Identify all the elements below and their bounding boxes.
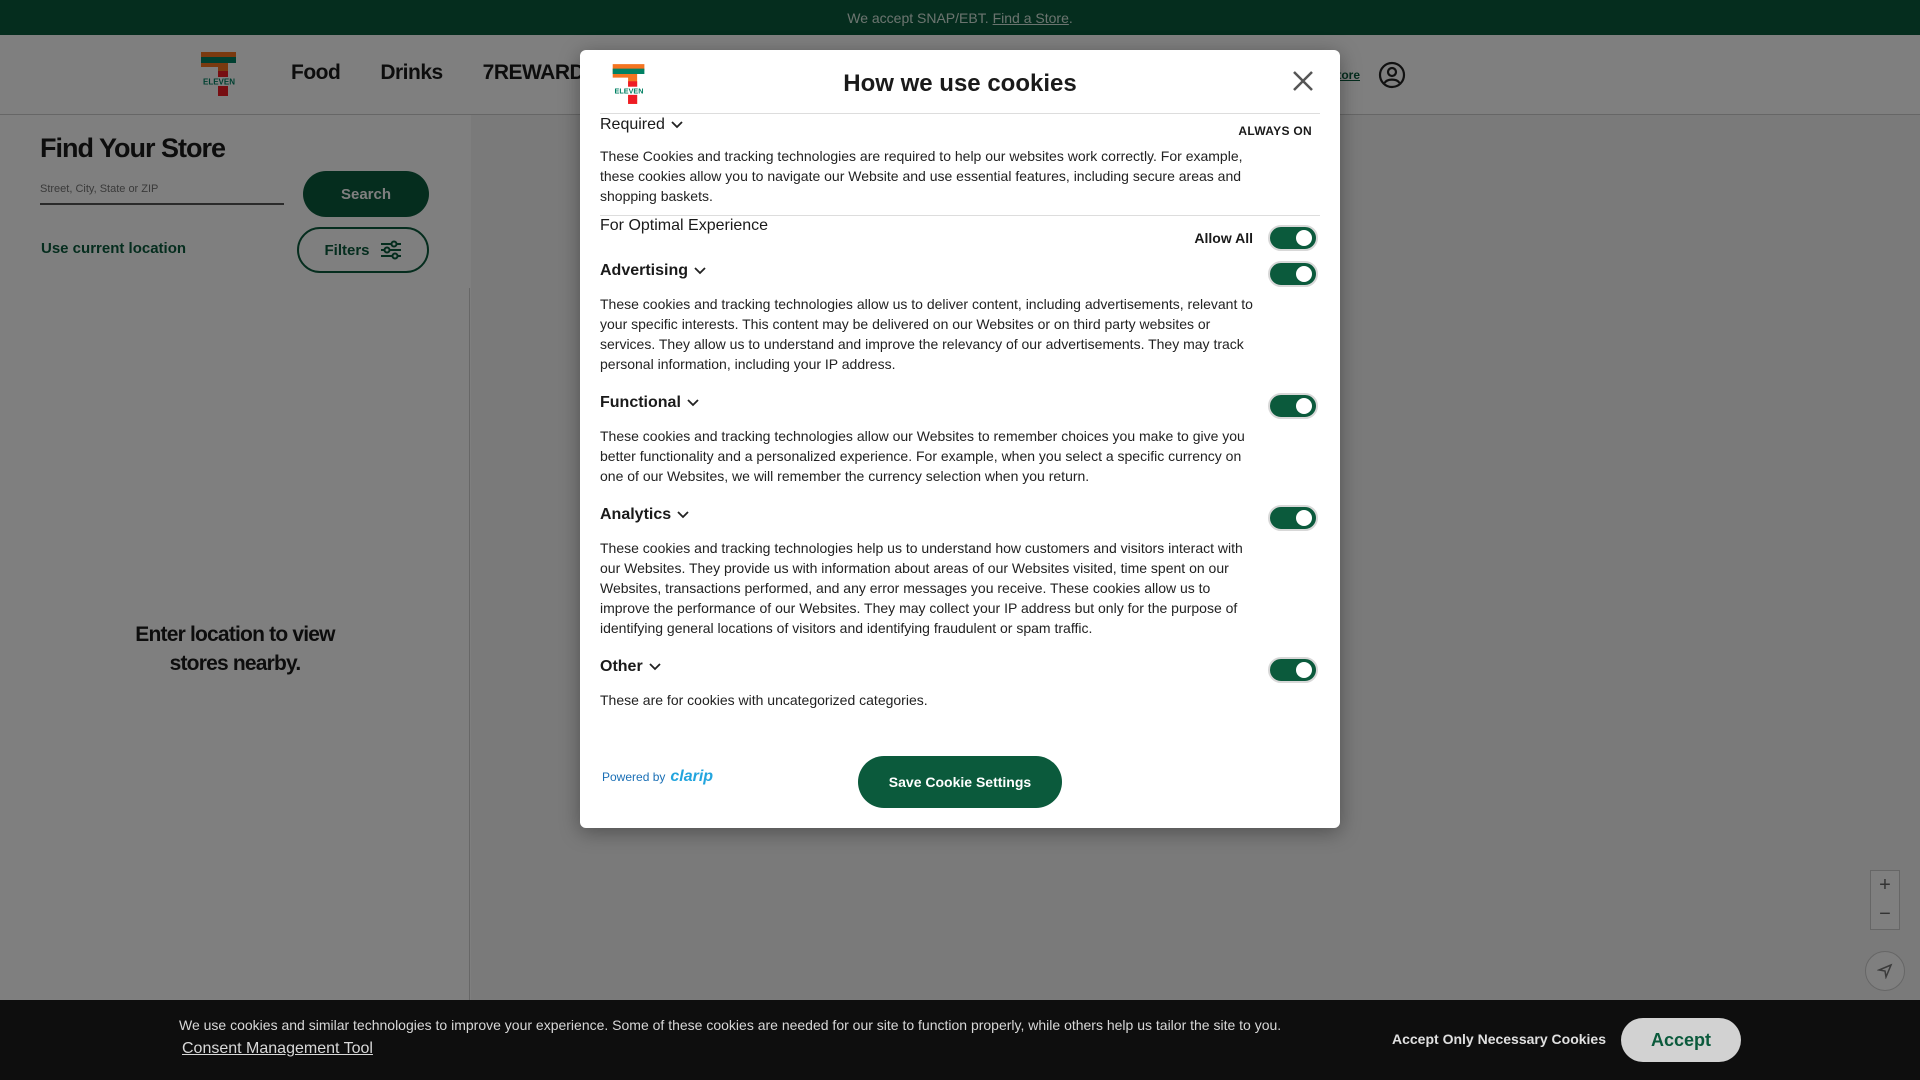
chevron-down-icon [649,663,661,671]
modal-title: How we use cookies [843,70,1077,97]
save-cookie-settings-button[interactable]: Save Cookie Settings [858,756,1062,808]
close-icon [1291,69,1315,93]
chevron-down-icon [677,511,689,519]
allow-all-label: Allow All [1194,230,1253,246]
cookie-bar-text: We use cookies and similar technologies to improve your experience. Some of these cookies are needed for our site to function properly, while others help us tailor the site to you. [179,1017,1282,1033]
svg-text:ELEVEN: ELEVEN [614,86,644,96]
required-title: Required [600,116,665,133]
chevron-down-icon [694,267,706,275]
allow-all-toggle[interactable] [1268,225,1318,251]
advertising-title: Advertising [600,262,689,279]
analytics-description: These cookies and tracking technologies help us to understand how customers and visitors interact with our Websites. They provide us with information about areas of our Websites visited, time spent on our Websites, transactions performed, and any error messages you receive. These cookies allow us to improve the performance of our Websites. They may collect your IP address but only for the purpose of identifying general locations of visitors and identifying fraudulent or spam traffic. [600,540,1243,636]
always-on-label: ALWAYS ON [1238,124,1312,138]
chevron-down-icon [687,399,699,407]
functional-title: Functional [600,394,681,411]
advertising-description: These cookies and tracking technologies allow us to deliver content, including advertisements, relevant to your specific interests. This content may be delivered on our Websites or on third party websites or services. They allow us to understand and improve the relevancy of our advertisements. They may track personal information, including your IP address. [600,296,1253,372]
other-toggle[interactable] [1268,657,1318,683]
other-title: Other [600,658,643,675]
required-divider [600,215,1320,216]
analytics-title: Analytics [600,506,672,523]
modal-close-button[interactable] [1288,66,1318,96]
functional-section-toggle[interactable] [600,394,699,412]
powered-by-label: Powered by [602,770,666,784]
accept-cookies-button[interactable]: Accept [1621,1018,1741,1062]
cookie-settings-modal [580,50,1340,828]
modal-header-divider [600,113,1320,114]
advertising-toggle[interactable] [1268,261,1318,287]
cookie-consent-bar [0,1000,1920,1080]
other-section-toggle[interactable] [600,658,661,676]
functional-toggle[interactable] [1268,393,1318,419]
chevron-down-icon [671,121,683,129]
analytics-section-toggle[interactable] [600,506,689,524]
other-description: These are for cookies with uncategorized categories. [600,692,928,708]
consent-management-tool-link[interactable]: Consent Management Tool [182,1040,373,1057]
advertising-section-toggle[interactable] [600,262,706,280]
clarip-logo-text: clarip [670,768,714,785]
optimal-experience-title: For Optimal Experience [600,217,769,234]
functional-description: These cookies and tracking technologies allow our Websites to remember choices you make to give you better functionality and a personalized experience. For example, when you select a specific currency on one of our Websites, we will remember the currency selection when you return. [600,428,1245,484]
powered-by-clarip[interactable] [602,768,713,786]
accept-necessary-cookies-button[interactable]: Accept Only Necessary Cookies [1392,1031,1606,1047]
required-section-toggle[interactable] [600,116,683,134]
analytics-toggle[interactable] [1268,505,1318,531]
required-description: These Cookies and tracking technologies are required to help our websites work correctly. For example, these cookies allow you to navigate our Website and use essential features, including secure areas and shopping baskets. [600,148,1243,204]
